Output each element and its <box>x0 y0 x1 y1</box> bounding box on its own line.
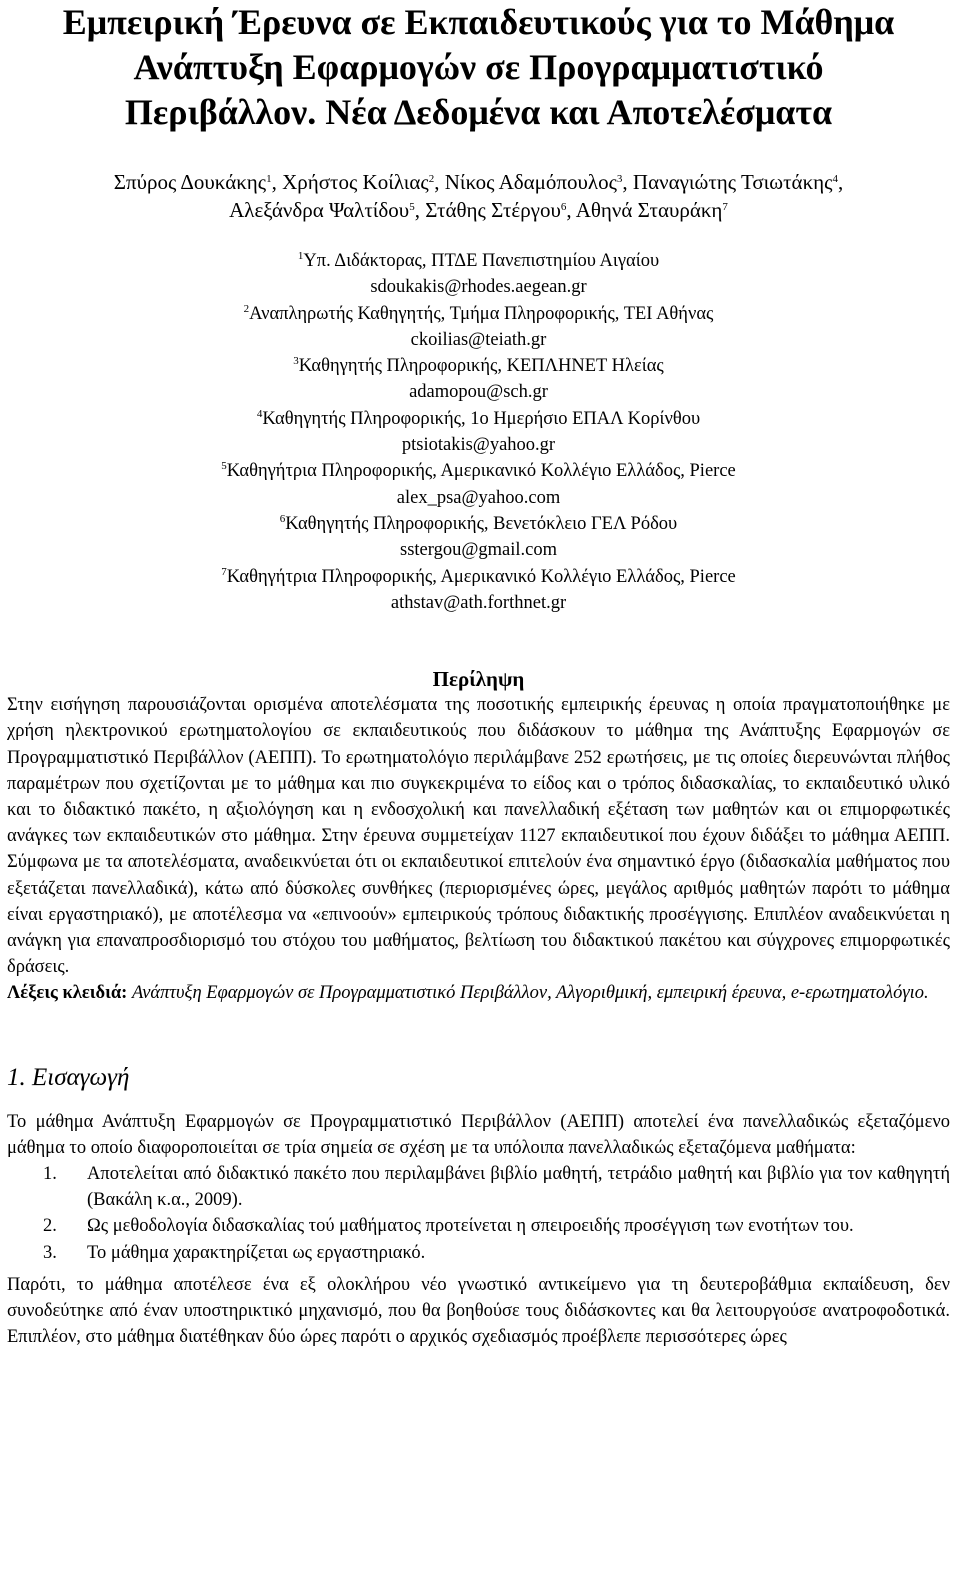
affiliation-sup: 1 <box>297 250 304 262</box>
list-item-text: Αποτελείται από διδακτικό πακέτο που περιλαμβάνει βιβλίο μαθητή, τετράδιο μαθητή και βιβλίο για τον καθηγητή (Βακάλη κ.α., 2009). <box>87 1164 950 1211</box>
abstract-body: Στην εισήγηση παρουσιάζονται ορισμένα αποτελέσματα της ποσοτικής εμπειρικής έρευνας η οποία πραγματοποιήθηκε με χρήση ηλεκτρονικού ερωτηματολογίου σε εκπαιδευτικούς που διδάσκουν το μάθημα της Ανάπτυξης Εφαρμογών σε Προγραμματιστικό Περιβάλλον (ΑΕΠΠ). Το ερωτηματολόγιο περιλάμβανε 252 ερωτήσεις, με τις οποίες διερευνώνται πλήθος παραμέτρων που σχετίζονται με το μάθημα και πιο συγκεκριμένα το είδος και ο τρόπος διδασκαλίας, το εκπαιδευτικό υλικό και το διδακτικό πακέτο, η αξιολόγηση και η ενδοσχολική και πανελλαδική εξέταση των μαθητών και οι επιμορφωτικές ανάγκες των εκπαιδευτικών στο μάθημα. Στην έρευνα συμμετείχαν 1127 εκπαιδευτικοί που έχουν διδάξει το μάθημα ΑΕΠΠ. Σύμφωνα με τα αποτελέσματα, αναδεικνύεται ότι οι εκπαιδευτικοί επιτελούν ένα σημαντικό έργο (διδασκαλία μαθήματος που εξετάζεται πανελλαδικά), κάτω από δύσκολες συνθήκες (περιορισμένες ώρες, μεγάλος αριθμός μαθητών παρότι το μάθημα είναι εργαστηριακό), με αποτέλεσμα να «επινοούν» εμπειρικούς τρόπους διδακτικής προσέγγισης. Επιπλέον αναδεικνύεται η ανάγκη για επαναπροσδιορισμό του στόχου του μαθήματος, βελτίωση του διδακτικού πακέτου και σύγχρονες επιμορφωτικές δράσεις. <box>7 695 950 978</box>
affiliation <box>7 301 950 327</box>
affiliation <box>7 564 950 590</box>
affiliation-sup: 5 <box>221 460 227 473</box>
affiliation <box>7 248 950 274</box>
affiliation-text: Καθηγήτρια Πληροφορικής, Αμερικανικό Κολλέγιο Ελλάδος, Pierce <box>226 461 736 482</box>
affiliation-list <box>7 248 950 616</box>
author-name: Σπύρος Δουκάκης <box>113 170 267 194</box>
affiliation-email: ptsiotakis@yahoo.gr <box>401 435 556 456</box>
list-item-text: Ως μεθοδολογία διδασκαλίας τού μαθήματος προτείνεται η σπειροειδής προσέγγιση των ενοτήτων του. <box>87 1216 854 1237</box>
affiliation-sup: 7 <box>221 565 227 578</box>
list-item <box>7 1161 950 1213</box>
affiliation <box>7 406 950 432</box>
affiliation-text: Καθηγητής Πληροφορικής, 1ο Ημερήσιο ΕΠΑΛ Κορίνθου <box>262 408 701 429</box>
affiliation-text: Αναπληρωτής Καθηγητής, Τμήμα Πληροφορικής, ΤΕΙ Αθήνας <box>249 303 714 324</box>
affiliation <box>7 511 950 537</box>
author-sup: 1 <box>266 173 272 185</box>
section-heading-intro: 1. Εισαγωγή <box>7 1063 130 1091</box>
author-name: Στάθης Στέργου <box>425 198 561 222</box>
paper-title <box>7 0 950 135</box>
affiliation-sup: 6 <box>279 512 286 525</box>
affiliation <box>7 458 950 484</box>
affiliation-text: Καθηγητής Πληροφορικής, ΚΕΠΛΗΝΕΤ Ηλείας <box>298 356 664 377</box>
affiliation-text: Υπ. Διδάκτορας, ΠΤΔΕ Πανεπιστημίου Αιγαίου <box>303 251 660 271</box>
author-name: Νίκος Αδαμόπουλος <box>444 170 617 194</box>
author-name: Αλεξάνδρα Ψαλτίδου <box>229 198 410 222</box>
author-sup: 2 <box>428 173 435 185</box>
author-sup: 3 <box>616 173 623 185</box>
author-name: Αθηνά Σταυράκη <box>575 198 723 222</box>
list-item-number: 1. <box>43 1164 57 1184</box>
title-line-1: Εμπειρική Έρευνα σε Εκπαιδευτικούς για το Μάθημα <box>62 2 895 42</box>
keywords <box>7 980 950 1006</box>
keywords-text: Ανάπτυξη Εφαρμογών σε Προγραμματιστικό Περιβάλλον, Αλγοριθμική, εμπειρική έρευνα, e-ερωτηματολόγιο. <box>131 983 929 1004</box>
affiliation-email: sstergou@gmail.com <box>400 540 557 561</box>
author-sup: 5 <box>409 201 415 213</box>
keywords-label: Λέξεις κλειδιά: <box>7 983 128 1004</box>
author-name: Χρήστος Κοίλιας <box>282 170 429 194</box>
affiliation-email: ckoilias@teiath.gr <box>410 329 547 350</box>
affiliation-email: sdoukakis@rhodes.aegean.gr <box>370 277 587 298</box>
title-line-2: Ανάπτυξη Εφαρμογών σε Προγραμματιστικό <box>133 47 824 87</box>
intro-list <box>7 1161 950 1266</box>
list-item-text: Το μάθημα χαρακτηρίζεται ως εργαστηριακό. <box>87 1242 426 1263</box>
author-sup: 6 <box>560 201 567 213</box>
list-item-number: 3. <box>43 1242 57 1263</box>
author-line-1: Σπύρος Δουκάκης$^1$, Χρήστος Κοίλιας$^2$, Νίκος Αδαμόπουλος$^3$, Παναγιώτης Τσιωτάκης$^4$, <box>113 170 844 194</box>
abstract-heading: Περίληψη <box>432 667 525 692</box>
list-item <box>7 1240 950 1266</box>
affiliation-email: alex_psa@yahoo.com <box>396 487 561 508</box>
affiliation-sup: 4 <box>256 407 263 420</box>
affiliation-sup: 2 <box>243 302 250 315</box>
list-item <box>7 1213 950 1239</box>
affiliation-email: athstav@ath.forthnet.gr <box>390 592 567 613</box>
title-line-3: Περιβάλλον. Νέα Δεδομένα και Αποτελέσματα <box>124 92 833 132</box>
author-sup: 7 <box>722 201 728 213</box>
author-line-2: Αλεξάνδρα Ψαλτίδου$^5$, Στάθης Στέργου$^6$, Αθηνά Σταυράκη$^7$ <box>229 198 728 222</box>
list-item-number: 2. <box>43 1216 57 1237</box>
author-name: Παναγιώτης Τσιωτάκης <box>632 170 833 194</box>
intro-paragraph-1: Το μάθημα Ανάπτυξη Εφαρμογών σε Προγραμματιστικό Περιβάλλον (ΑΕΠΠ) αποτελεί ένα πανελλαδικώς εξεταζόμενο μάθημα το οποίο διαφοροποιείται σε τρία σημεία σε σχέση με τα υπόλοιπα πανελλαδικώς εξεταζόμενα μαθήματα: <box>7 1111 950 1158</box>
author-sup: 4 <box>832 173 838 185</box>
intro-paragraph-2: Παρότι, το μάθημα αποτέλεσε ένα εξ ολοκλήρου νέο γνωστικό αντικείμενο για τη δευτεροβάθμια εκπαίδευση, δεν συνοδεύτηκε από έναν υποστηρικτικό μηχανισμό, που θα βοηθούσε τους διδάσκοντες και θα λειτουργούσε ανατροφοδοτικά. Επιπλέον, στο μάθημα διατέθηκαν δύο ώρες παρότι ο αρχικός σχεδιασμός προέβλεπε περισσότερες ώρες <box>7 1274 950 1348</box>
affiliation-sup: 3 <box>293 355 299 368</box>
affiliation <box>7 353 950 379</box>
affiliation-email: adamopou@sch.gr <box>409 382 548 403</box>
author-list <box>7 168 950 224</box>
affiliation-text: Καθηγήτρια Πληροφορικής, Αμερικανικό Κολλέγιο Ελλάδος, Pierce <box>226 566 736 587</box>
affiliation-text: Καθηγητής Πληροφορικής, Βενετόκλειο ΓΕΛ Ρόδου <box>285 513 678 534</box>
